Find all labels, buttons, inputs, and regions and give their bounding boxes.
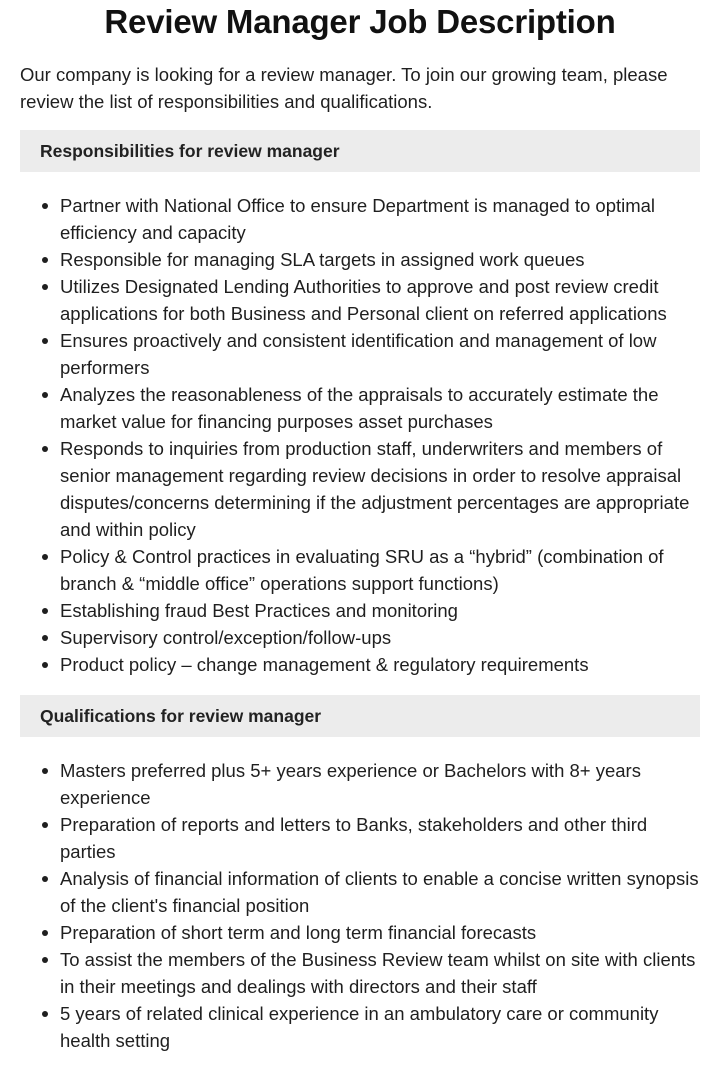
qualifications-heading: Qualifications for review manager (20, 695, 700, 737)
list-item: Ensures proactively and consistent identification and management of low performers (60, 327, 700, 381)
list-item: Policy & Control practices in evaluating SRU as a “hybrid” (combination of branch & “middle office” operations support functions) (60, 543, 700, 597)
list-item: Analysis of financial information of clients to enable a concise written synopsis of the client's financial position (60, 865, 700, 919)
responsibilities-list (20, 192, 700, 678)
page-title: Review Manager Job Description (104, 3, 616, 40)
intro-paragraph: Our company is looking for a review manager. To join our growing team, please review the list of responsibilities and qualifications. (20, 64, 668, 112)
list-item: Masters preferred plus 5+ years experience or Bachelors with 8+ years experience (60, 757, 700, 811)
list-item: Preparation of reports and letters to Banks, stakeholders and other third parties (60, 811, 700, 865)
list-item: Utilizes Designated Lending Authorities to approve and post review credit applications for both Business and Personal client on referred applications (60, 273, 700, 327)
list-item: Responsible for managing SLA targets in assigned work queues (60, 246, 700, 273)
list-item: Preparation of short term and long term financial forecasts (60, 919, 700, 946)
qualifications-list (20, 757, 700, 1054)
list-item: Analyzes the reasonableness of the appraisals to accurately estimate the market value for financing purposes asset purchases (60, 381, 700, 435)
list-item: Establishing fraud Best Practices and monitoring (60, 597, 700, 624)
list-item: Product policy – change management & regulatory requirements (60, 651, 700, 678)
list-item: 5 years of related clinical experience in an ambulatory care or community health setting (60, 1000, 700, 1054)
list-item: To assist the members of the Business Review team whilst on site with clients in their meetings and dealings with directors and their staff (60, 946, 700, 1000)
list-item: Responds to inquiries from production staff, underwriters and members of senior management regarding review decisions in order to resolve appraisal disputes/concerns determining if the adjustment percentages are appropriate and within policy (60, 435, 700, 543)
list-item: Supervisory control/exception/follow-ups (60, 624, 700, 651)
list-item: Partner with National Office to ensure Department is managed to optimal efficiency and capacity (60, 192, 700, 246)
responsibilities-heading: Responsibilities for review manager (20, 130, 700, 172)
